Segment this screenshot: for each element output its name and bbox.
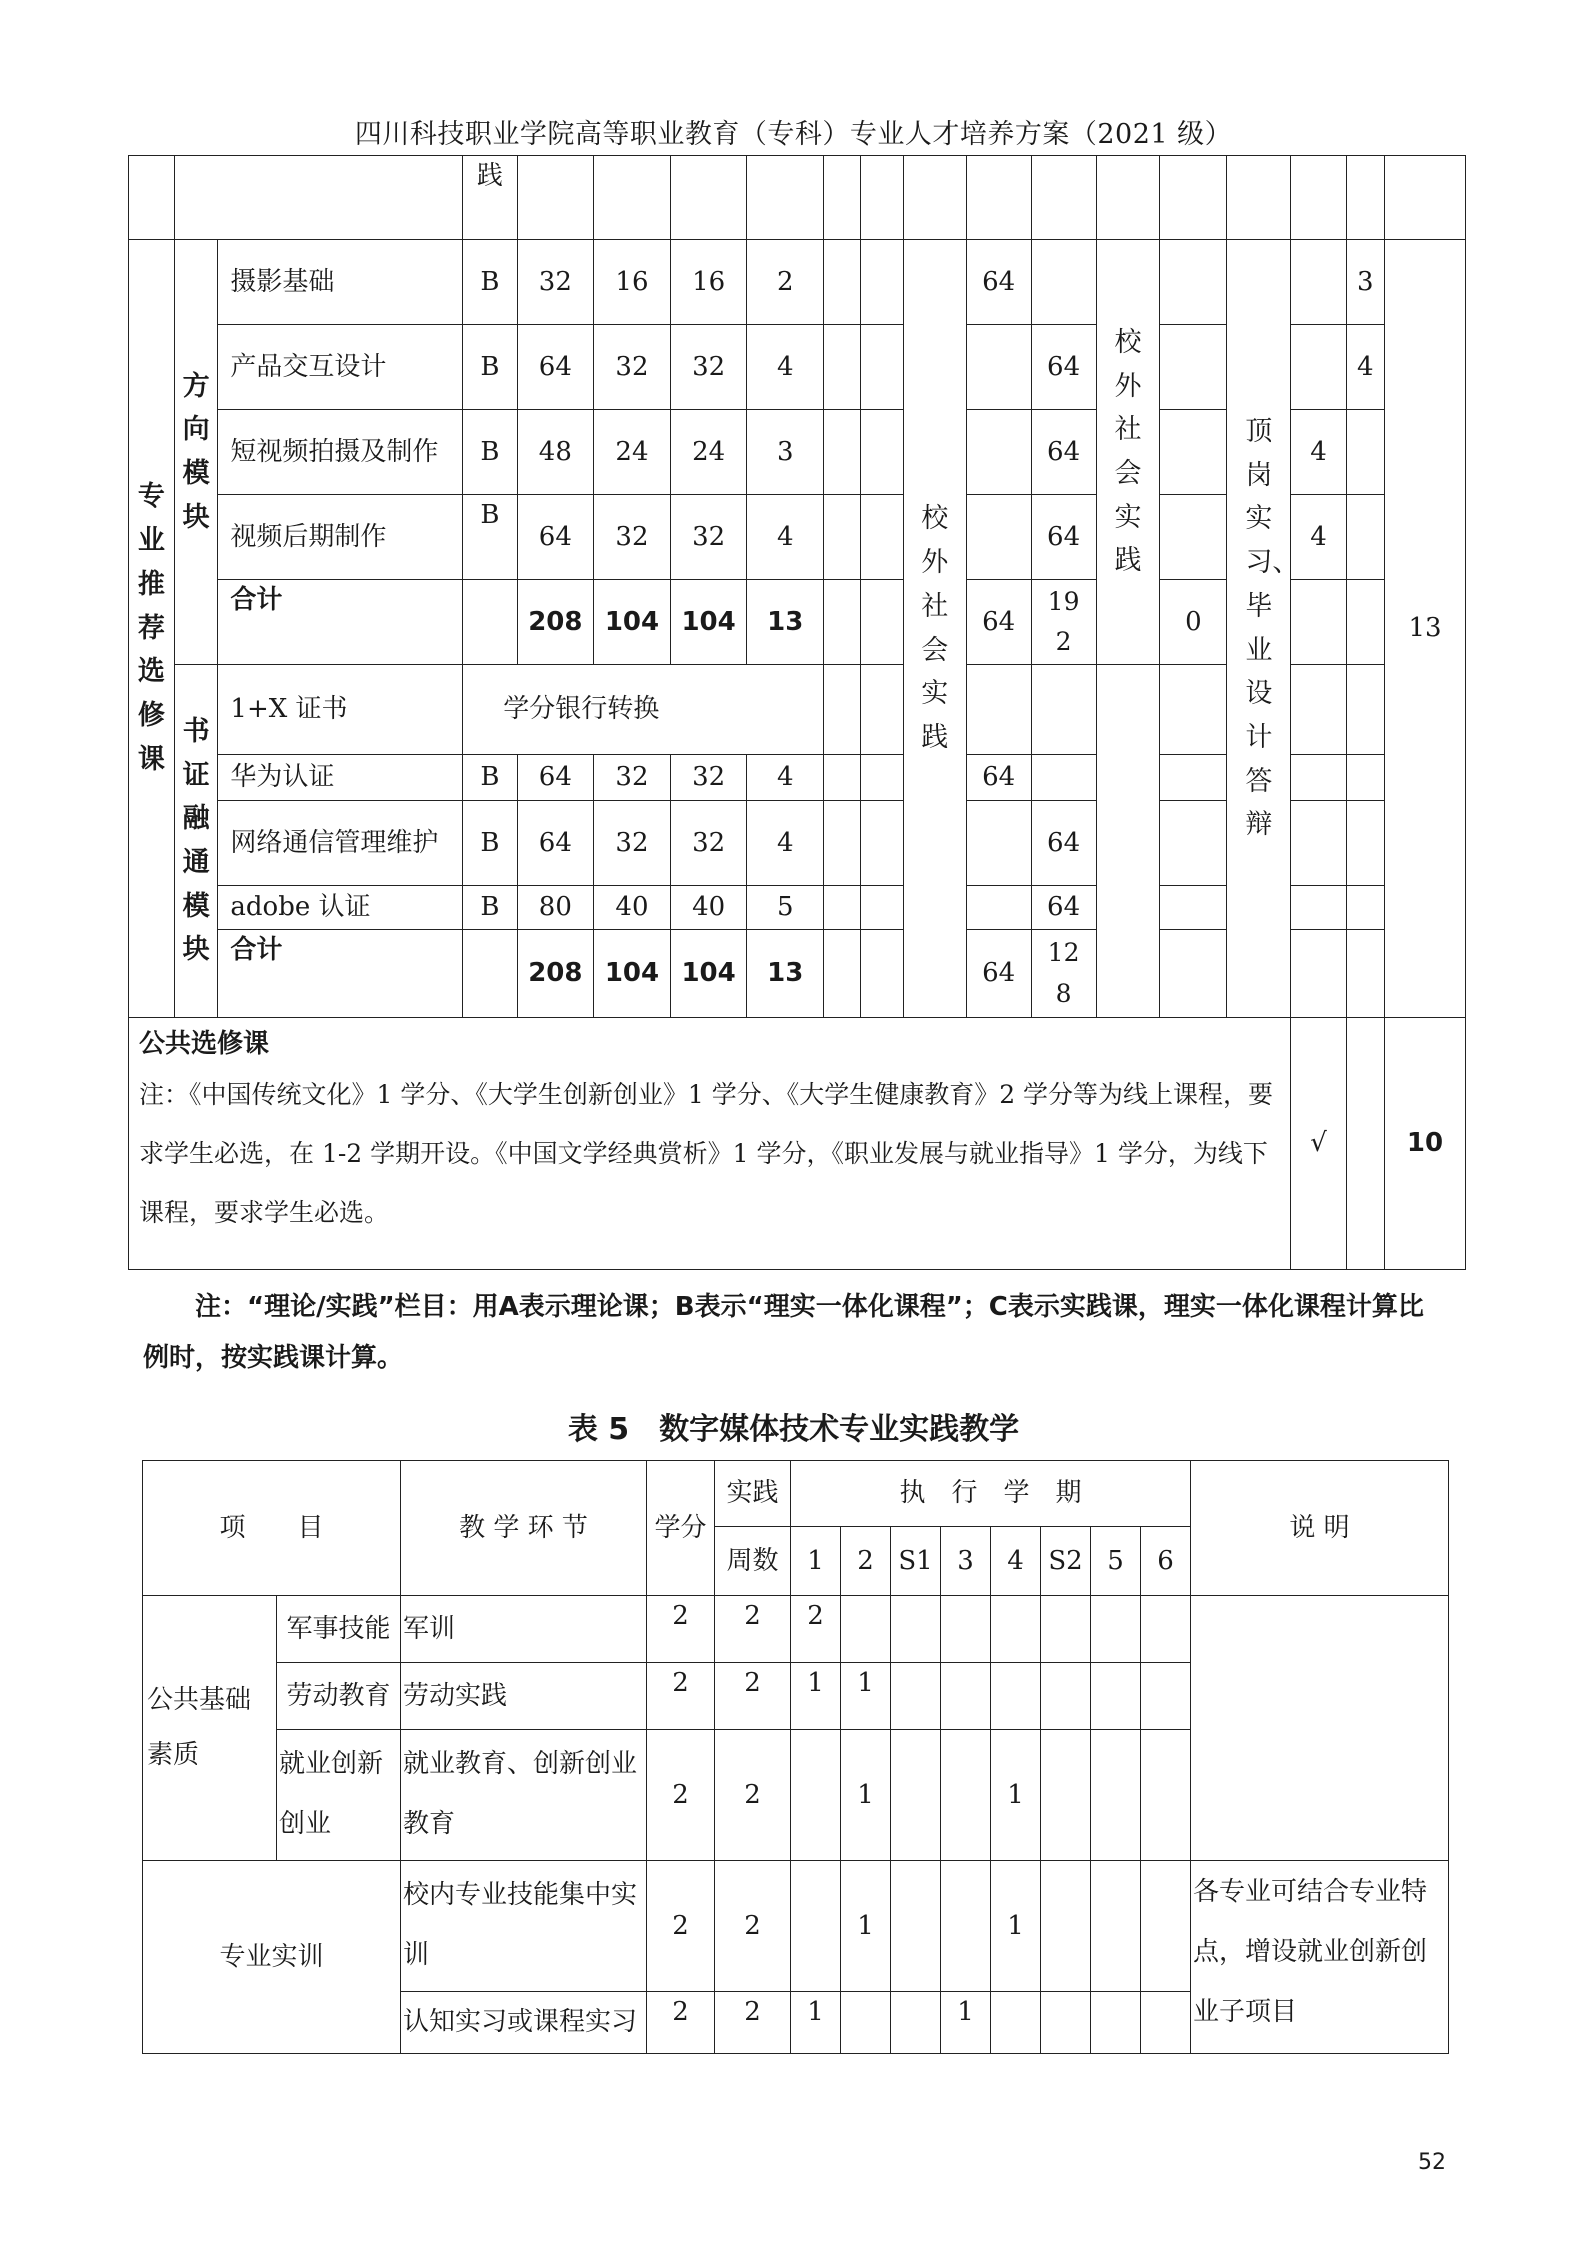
- semester-cell: [941, 1861, 991, 1992]
- course-name: 产品交互设计: [218, 325, 463, 410]
- course-type: B: [463, 755, 517, 801]
- semester-cell: [1141, 1992, 1191, 2054]
- course-practice: 32: [670, 755, 747, 801]
- course-practice: 32: [670, 801, 747, 886]
- subtotal-theory: 104: [594, 580, 671, 665]
- semester-cell: [1091, 1663, 1141, 1730]
- course-type: B: [463, 886, 517, 930]
- course-name: 视频后期制作: [218, 495, 463, 580]
- sem4-hours: [1031, 755, 1096, 801]
- subtotal-practice: 104: [670, 930, 747, 1018]
- course-type-note: 注：“理论/实践”栏目：用A表示理论课；B表示“理实一体化课程”；C表示实践课，理实一体化课程计算比例时，按实践课计算。: [143, 1292, 1424, 1373]
- course-hours: 64: [517, 495, 594, 580]
- public-elective-cell: [129, 1018, 1291, 1270]
- course-name: 网络通信管理维护: [218, 801, 463, 886]
- public-elective-check: √: [1291, 1018, 1346, 1270]
- subtotal-credits: 13: [747, 580, 824, 665]
- semester-cell: 2: [791, 1596, 841, 1663]
- course-hours: 64: [517, 325, 594, 410]
- total-credits: 13: [1384, 240, 1465, 1018]
- semester-cell: 1: [791, 1663, 841, 1730]
- group-professional-training: 专业实训: [143, 1861, 401, 2054]
- cert-module-cell: [174, 665, 218, 1018]
- course-practice: 32: [670, 495, 747, 580]
- sem3-hours: [966, 410, 1031, 495]
- course-credits: 2: [747, 240, 824, 325]
- semester-header: 3: [941, 1527, 991, 1596]
- semester-cell: [991, 1596, 1041, 1663]
- teaching-link: 就业教育、创新创业教育: [401, 1730, 647, 1861]
- internship-cell: [1227, 240, 1300, 1018]
- course-theory: 32: [594, 495, 671, 580]
- course-hours: 64: [517, 801, 594, 886]
- sem-slot: 4: [1346, 325, 1384, 410]
- semester-cell: [1141, 1861, 1191, 1992]
- subtotal-sem3: 64: [966, 580, 1031, 665]
- semester-cell: [1141, 1596, 1191, 1663]
- course-theory: 32: [594, 801, 671, 886]
- sem3-hours: [966, 801, 1031, 886]
- row-weeks: 2: [715, 1861, 791, 1992]
- course-practice: 16: [670, 240, 747, 325]
- semester-cell: [941, 1663, 991, 1730]
- semester-cell: [791, 1730, 841, 1861]
- subtotal-label: 合计: [218, 580, 463, 665]
- header-remarks: 说 明: [1191, 1461, 1449, 1596]
- semester-cell: [791, 1861, 841, 1992]
- header-weeks-top: 实践: [715, 1461, 791, 1527]
- header-item: 项 目: [143, 1461, 401, 1596]
- semester-cell: 1: [841, 1861, 891, 1992]
- semester-cell: [1041, 1596, 1091, 1663]
- row-credits: 2: [647, 1596, 715, 1663]
- sem4-hours: 64: [1031, 495, 1096, 580]
- sem3-hours: 64: [966, 240, 1031, 325]
- public-elective-title: 公共选修课: [139, 1029, 270, 1059]
- off-campus-cell-2: [1096, 240, 1160, 665]
- course-theory: 16: [594, 240, 671, 325]
- subtotal-label: 合计: [218, 930, 463, 1018]
- sem4-hours: 64: [1031, 886, 1096, 930]
- course-name: 华为认证: [218, 755, 463, 801]
- semester-cell: [1041, 1992, 1091, 2054]
- sem-slot: 3: [1346, 240, 1384, 325]
- group-basic-quality: 公共基础素质: [143, 1596, 277, 1861]
- course-credits: 4: [747, 325, 824, 410]
- teaching-link: 军训: [401, 1596, 647, 1663]
- direction-module-label: 方向模块: [182, 370, 210, 533]
- semester-cell: [1141, 1663, 1191, 1730]
- course-credits: 4: [747, 801, 824, 886]
- teaching-link: 校内专业技能集中实训: [401, 1861, 647, 1992]
- teaching-link: 劳动实践: [401, 1663, 647, 1730]
- course-practice: 40: [670, 886, 747, 930]
- semester-cell: [1091, 1992, 1141, 2054]
- sem4-hours: 64: [1031, 801, 1096, 886]
- sem4-hours: 64: [1031, 325, 1096, 410]
- semester-cell: 1: [841, 1663, 891, 1730]
- sem3-hours: [966, 325, 1031, 410]
- subtotal-sem4: [1031, 930, 1096, 1018]
- teaching-link: 认知实习或课程实习: [401, 1992, 647, 2054]
- off-campus-label: 校外社会实践: [1114, 326, 1142, 577]
- off-campus-label: 校外社会实践: [921, 503, 949, 753]
- semester-cell: [891, 1992, 941, 2054]
- remarks-text: 各专业可结合专业特点，增设就业创新创业子项目: [1191, 1861, 1449, 2054]
- semester-header: 2: [841, 1527, 891, 1596]
- semester-cell: [891, 1730, 941, 1861]
- sem3-hours: [966, 495, 1031, 580]
- course-hours: 64: [517, 755, 594, 801]
- header-weeks-bottom: 周数: [715, 1527, 791, 1596]
- course-hours: 80: [517, 886, 594, 930]
- course-type: B: [463, 240, 517, 325]
- course-type: B: [463, 410, 517, 495]
- subtotal-sem4-value: 192: [1047, 586, 1080, 656]
- elective-course-table: [128, 155, 1466, 1270]
- semester-header: 4: [991, 1527, 1041, 1596]
- semester-cell: 1: [941, 1992, 991, 2054]
- course-credits: 5: [747, 886, 824, 930]
- subtotal-credits: 13: [747, 930, 824, 1018]
- semester-cell: [1091, 1861, 1141, 1992]
- course-hours: 48: [517, 410, 594, 495]
- semester-cell: [841, 1992, 891, 2054]
- cert-module-label: 书证融通模块: [182, 715, 210, 966]
- page-number: 52: [1418, 2150, 1446, 2175]
- course-theory: 32: [594, 325, 671, 410]
- course-theory: 24: [594, 410, 671, 495]
- semester-header: 5: [1091, 1527, 1141, 1596]
- course-type: B: [463, 801, 517, 886]
- table-caption: 表 5 数字媒体技术专业实践教学: [567, 1412, 1020, 1447]
- practice-teaching-table: [142, 1460, 1449, 2054]
- course-practice: 32: [670, 325, 747, 410]
- sem-slot: [1291, 240, 1346, 325]
- row-credits: 2: [647, 1861, 715, 1992]
- section-label-cell: [129, 240, 175, 1018]
- semester-header: 1: [791, 1527, 841, 1596]
- header-semesters-title: 执 行 学 期: [791, 1461, 1191, 1527]
- row-credits: 2: [647, 1730, 715, 1861]
- semester-cell: [891, 1861, 941, 1992]
- semester-cell: [891, 1596, 941, 1663]
- semester-header: 6: [1141, 1527, 1191, 1596]
- sem4-hours: 64: [1031, 410, 1096, 495]
- credit-bank-note: 学分银行转换: [463, 665, 824, 755]
- course-practice: 24: [670, 410, 747, 495]
- semester-cell: [1041, 1730, 1091, 1861]
- zero-value: 0: [1160, 580, 1227, 665]
- sub-item: 就业创新创业: [277, 1730, 401, 1861]
- public-elective-note: 注：《中国传统文化》1 学分、《大学生创新创业》1 学分、《大学生健康教育》2 学分等为线上课程，要求学生必选，在 1-2 学期开设。《中国文学经典赏析》1 学分，《职业发展与就业指导》1 学分，为线下课程，要求学生必选。: [139, 1080, 1274, 1227]
- semester-cell: [1041, 1861, 1091, 1992]
- course-credits: 4: [747, 755, 824, 801]
- semester-cell: 1: [991, 1861, 1041, 1992]
- semester-cell: [941, 1596, 991, 1663]
- sem3-hours: 64: [966, 755, 1031, 801]
- semester-cell: 1: [791, 1992, 841, 2054]
- course-name: 短视频拍摄及制作: [218, 410, 463, 495]
- subtotal-sem3: 64: [966, 930, 1031, 1018]
- subtotal-hours: 208: [517, 580, 594, 665]
- sem-slot: 4: [1291, 410, 1346, 495]
- course-type: B: [463, 325, 517, 410]
- semester-header: S1: [891, 1527, 941, 1596]
- row-weeks: 2: [715, 1663, 791, 1730]
- sem3-hours: [966, 886, 1031, 930]
- course-theory: 40: [594, 886, 671, 930]
- subtotal-sem4-value: 128: [1047, 938, 1080, 1008]
- course-type: B: [463, 495, 517, 580]
- course-name: 1+X 证书: [218, 665, 463, 755]
- semester-cell: [1041, 1663, 1091, 1730]
- page-header: 四川科技职业学院高等职业教育（专科）专业人才培养方案（2021 级）: [354, 119, 1233, 150]
- course-name: adobe 认证: [218, 886, 463, 930]
- section-label: 专业推荐选修课: [137, 481, 165, 775]
- row-weeks: 2: [715, 1596, 791, 1663]
- subtotal-sem4: [1031, 580, 1096, 665]
- header-credits: 学分: [647, 1461, 715, 1596]
- course-credits: 3: [747, 410, 824, 495]
- off-campus-cell-1: [903, 240, 966, 1018]
- semester-cell: [991, 1992, 1041, 2054]
- semester-cell: [1091, 1730, 1141, 1861]
- sub-item: 军事技能: [277, 1596, 401, 1663]
- semester-cell: [941, 1730, 991, 1861]
- subtotal-practice: 104: [670, 580, 747, 665]
- course-name: 摄影基础: [218, 240, 463, 325]
- sem-slot: 4: [1291, 495, 1346, 580]
- course-theory: 32: [594, 755, 671, 801]
- internship-label: 顶岗实习、毕业设计答辩: [1245, 415, 1300, 841]
- semester-cell: 1: [991, 1730, 1041, 1861]
- row-weeks: 2: [715, 1992, 791, 2054]
- semester-cell: [1091, 1596, 1141, 1663]
- row-credits: 2: [647, 1992, 715, 2054]
- semester-header: S2: [1041, 1527, 1091, 1596]
- row-weeks: 2: [715, 1730, 791, 1861]
- subtotal-hours: 208: [517, 930, 594, 1018]
- row-credits: 2: [647, 1663, 715, 1730]
- semester-cell: [991, 1663, 1041, 1730]
- category-tail: 践: [463, 156, 517, 240]
- course-credits: 4: [747, 495, 824, 580]
- sem4-hours: [1031, 240, 1096, 325]
- semester-cell: [841, 1596, 891, 1663]
- sem-slot: [1291, 325, 1346, 410]
- public-elective-credits: 10: [1384, 1018, 1465, 1270]
- semester-cell: [1141, 1730, 1191, 1861]
- sub-item: 劳动教育: [277, 1663, 401, 1730]
- semester-cell: [891, 1663, 941, 1730]
- header-link: 教 学 环 节: [401, 1461, 647, 1596]
- course-hours: 32: [517, 240, 594, 325]
- subtotal-theory: 104: [594, 930, 671, 1018]
- direction-module-cell: [174, 240, 218, 665]
- semester-cell: 1: [841, 1730, 891, 1861]
